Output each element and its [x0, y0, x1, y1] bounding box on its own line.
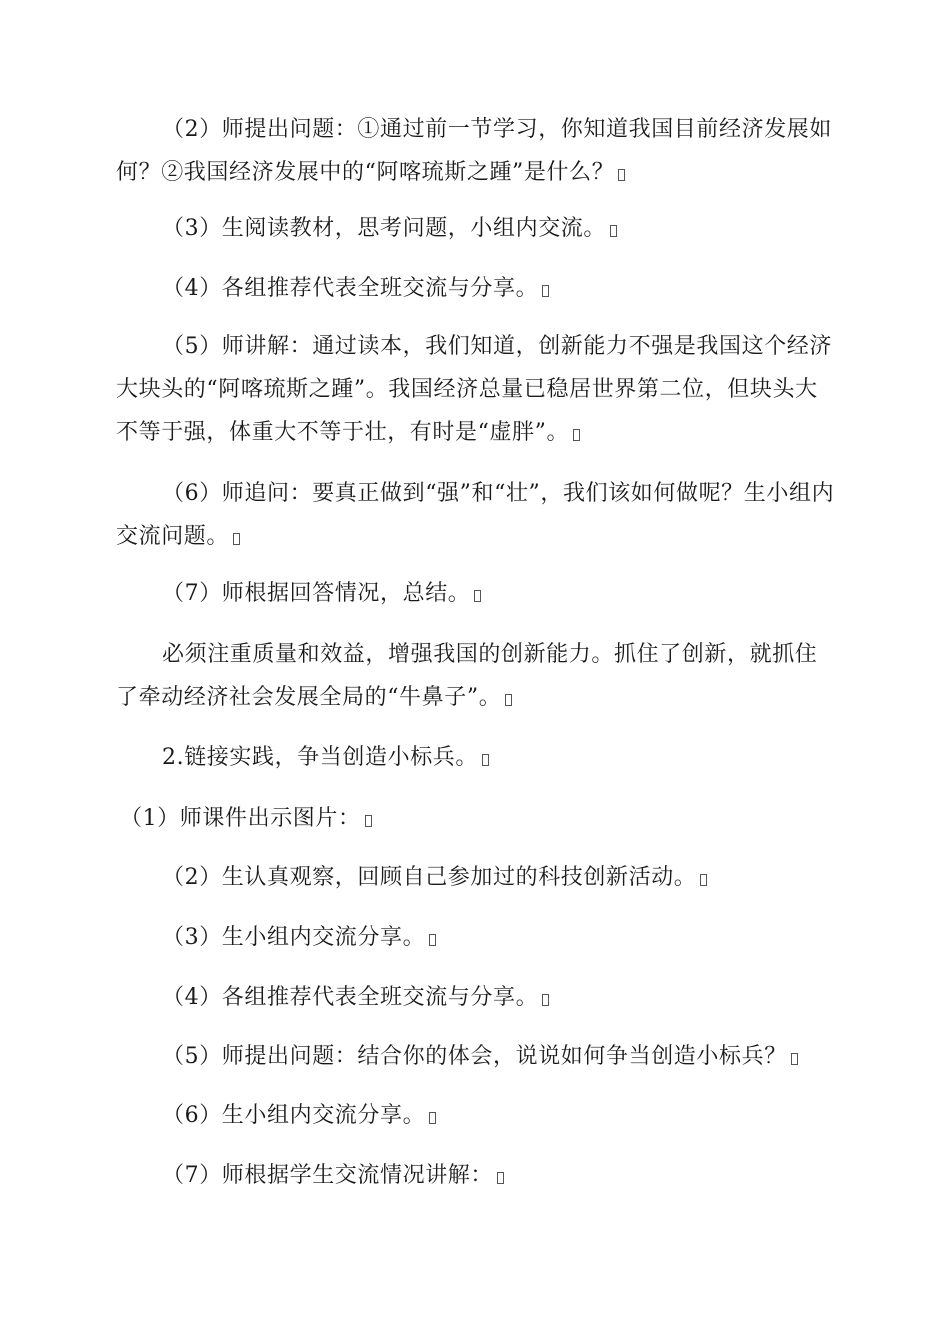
end-mark-icon	[610, 225, 617, 237]
end-mark-icon	[573, 429, 580, 441]
paragraph-step-6-followup	[116, 472, 836, 558]
paragraph-text: （1）师课件出示图片：	[120, 806, 361, 831]
section-heading-practice	[116, 736, 836, 779]
paragraph-text: （3）生小组内交流分享。	[162, 925, 426, 950]
paragraph-step-2-question	[116, 108, 836, 194]
end-mark-icon	[429, 1112, 436, 1124]
paragraph-text: （5）师提出问题：结合你的体会，说说如何争当创造小标兵？	[162, 1044, 787, 1069]
paragraph-text: （4）各组推荐代表全班交流与分享。	[162, 276, 539, 301]
paragraph-practice-step-2	[116, 856, 836, 899]
paragraph-text: 2.链接实践，争当创造小标兵。	[162, 745, 478, 770]
end-mark-icon	[482, 754, 489, 766]
paragraph-practice-step-1	[120, 797, 840, 840]
paragraph-text: 必须注重质量和效益，增强我国的创新能力。抓住了创新，就抓住了牵动经济社会发展全局的“牛鼻子”。	[116, 642, 818, 710]
paragraph-practice-step-3	[116, 916, 836, 959]
paragraph-text: （6）生小组内交流分享。	[162, 1103, 426, 1128]
paragraph-practice-step-7	[116, 1154, 836, 1197]
end-mark-icon	[700, 874, 707, 886]
paragraph-text: （2）生认真观察，回顾自己参加过的科技创新活动。	[162, 865, 697, 890]
paragraph-text: （5）师讲解：通过读本，我们知道，创新能力不强是我国这个经济大块头的“阿喀琉斯之踵”。我国经济总量已稳居世界第二位，但块头大不等于强，体重大不等于壮，有时是“虚胖”。	[116, 334, 832, 445]
paragraph-conclusion	[116, 633, 836, 719]
end-mark-icon	[474, 590, 481, 602]
paragraph-step-5-explain	[116, 325, 836, 454]
paragraph-practice-step-6	[116, 1094, 836, 1137]
end-mark-icon	[542, 994, 549, 1006]
paragraph-text: （3）生阅读教材，思考问题，小组内交流。	[162, 216, 606, 241]
end-mark-icon	[233, 533, 240, 545]
paragraph-practice-step-5	[116, 1035, 836, 1078]
paragraph-text: （7）师根据回答情况，总结。	[162, 581, 471, 606]
end-mark-icon	[618, 169, 625, 181]
end-mark-icon	[365, 815, 372, 827]
end-mark-icon	[791, 1053, 798, 1065]
paragraph-step-7-summary	[116, 572, 836, 615]
end-mark-icon	[429, 934, 436, 946]
paragraph-text: （2）师提出问题：①通过前一节学习，你知道我国目前经济发展如何？②我国经济发展中的“阿喀琉斯之踵”是什么？	[116, 117, 832, 185]
paragraph-step-3-read	[116, 207, 836, 250]
end-mark-icon	[542, 285, 549, 297]
end-mark-icon	[497, 1172, 504, 1184]
paragraph-text: （6）师追问：要真正做到“强”和“壮”，我们该如何做呢？生小组内交流问题。	[116, 481, 835, 549]
paragraph-step-4-share	[116, 267, 836, 310]
paragraph-practice-step-4	[116, 976, 836, 1019]
end-mark-icon	[505, 694, 512, 706]
paragraph-text: （4）各组推荐代表全班交流与分享。	[162, 985, 539, 1010]
paragraph-text: （7）师根据学生交流情况讲解：	[162, 1163, 493, 1188]
